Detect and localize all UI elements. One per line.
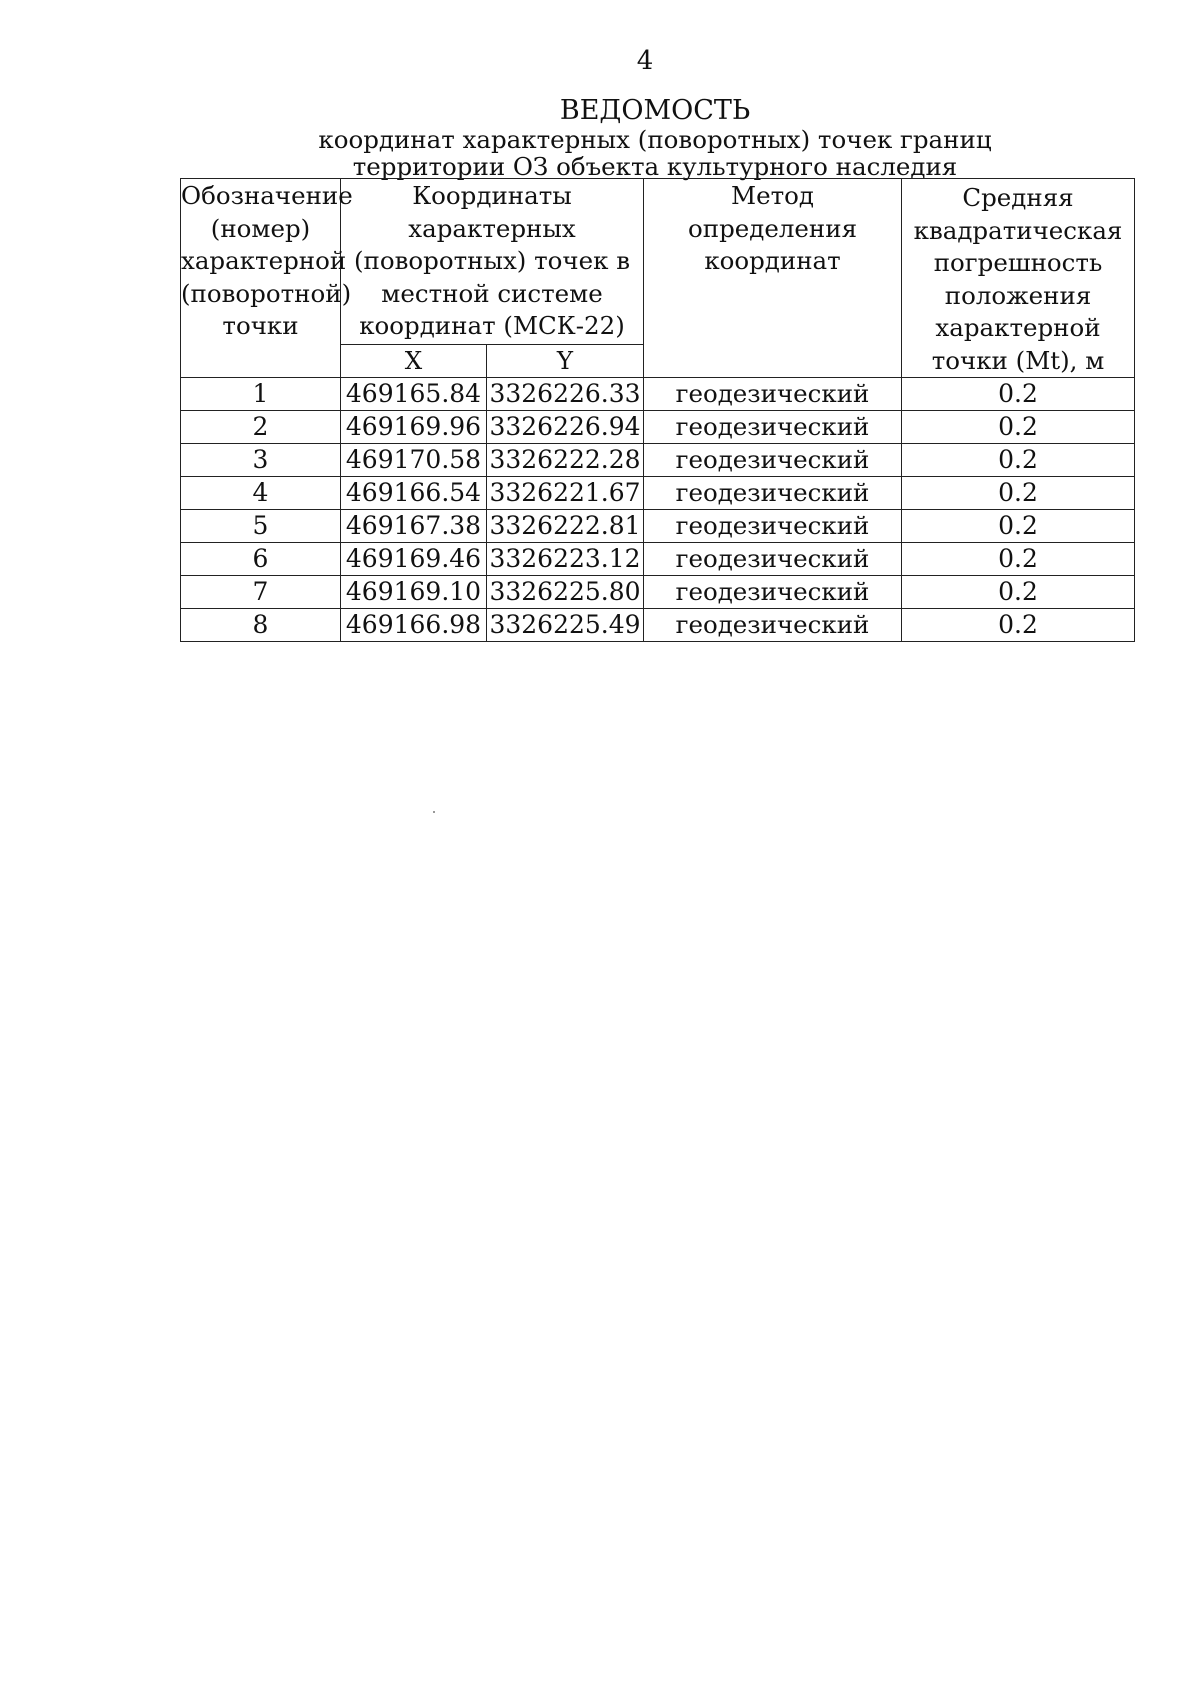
cell-method: геодезический — [644, 444, 902, 477]
cell-point-number: 3 — [181, 444, 341, 477]
cell-mt: 0.2 — [902, 411, 1135, 444]
cell-y: 3326221.67 — [487, 477, 644, 510]
cell-mt: 0.2 — [902, 510, 1135, 543]
cell-x: 469167.38 — [341, 510, 487, 543]
cell-mt: 0.2 — [902, 378, 1135, 411]
cell-method: геодезический — [644, 510, 902, 543]
document-title: ВЕДОМОСТЬ — [559, 95, 751, 126]
cell-x: 469169.10 — [341, 576, 487, 609]
cell-mt: 0.2 — [902, 477, 1135, 510]
cell-mt: 0.2 — [902, 609, 1135, 642]
cell-y: 3326222.28 — [487, 444, 644, 477]
table-row — [181, 543, 1135, 576]
cell-y: 3326225.80 — [487, 576, 644, 609]
table-body — [181, 378, 1135, 642]
scan-speck — [433, 811, 435, 813]
header-method: Метод определения координат — [644, 179, 902, 378]
cell-method: геодезический — [644, 378, 902, 411]
cell-x: 469166.98 — [341, 609, 487, 642]
cell-y: 3326226.33 — [487, 378, 644, 411]
table-header — [181, 179, 1135, 378]
table-row — [181, 477, 1135, 510]
cell-point-number: 1 — [181, 378, 341, 411]
cell-y: 3326225.49 — [487, 609, 644, 642]
cell-point-number: 8 — [181, 609, 341, 642]
cell-method: геодезический — [644, 411, 902, 444]
cell-mt: 0.2 — [902, 576, 1135, 609]
table-row — [181, 411, 1135, 444]
cell-point-number: 6 — [181, 543, 341, 576]
cell-mt: 0.2 — [902, 543, 1135, 576]
cell-x: 469169.96 — [341, 411, 487, 444]
header-x: X — [341, 344, 487, 377]
cell-y: 3326223.12 — [487, 543, 644, 576]
cell-method: геодезический — [644, 477, 902, 510]
cell-x: 469169.46 — [341, 543, 487, 576]
table-row — [181, 444, 1135, 477]
cell-y: 3326222.81 — [487, 510, 644, 543]
cell-method: геодезический — [644, 543, 902, 576]
cell-x: 469165.84 — [341, 378, 487, 411]
header-coordinates: Координаты характерных (поворотных) точек в местной системе координат (МСК-22) — [341, 179, 644, 345]
table-row — [181, 510, 1135, 543]
coordinates-table — [180, 178, 1135, 642]
header-y: Y — [487, 344, 644, 377]
subtitle-line: координат характерных (поворотных) точек границ — [318, 125, 992, 154]
cell-x: 469166.54 — [341, 477, 487, 510]
header-error: Средняя квадратическая погрешность положения характерной точки (Mt), м — [902, 179, 1135, 378]
page-number: 4 — [636, 46, 654, 76]
cell-point-number: 5 — [181, 510, 341, 543]
header-designation: Обозначение (номер) характерной (поворотной) точки — [181, 179, 341, 378]
cell-method: геодезический — [644, 609, 902, 642]
document-subtitle — [0, 126, 1200, 180]
cell-x: 469170.58 — [341, 444, 487, 477]
cell-method: геодезический — [644, 576, 902, 609]
table-row — [181, 576, 1135, 609]
cell-point-number: 2 — [181, 411, 341, 444]
cell-y: 3326226.94 — [487, 411, 644, 444]
cell-point-number: 4 — [181, 477, 341, 510]
subtitle-line: территории ОЗ объекта культурного наследия — [352, 152, 958, 181]
cell-point-number: 7 — [181, 576, 341, 609]
table-row — [181, 609, 1135, 642]
cell-mt: 0.2 — [902, 444, 1135, 477]
table-row — [181, 378, 1135, 411]
